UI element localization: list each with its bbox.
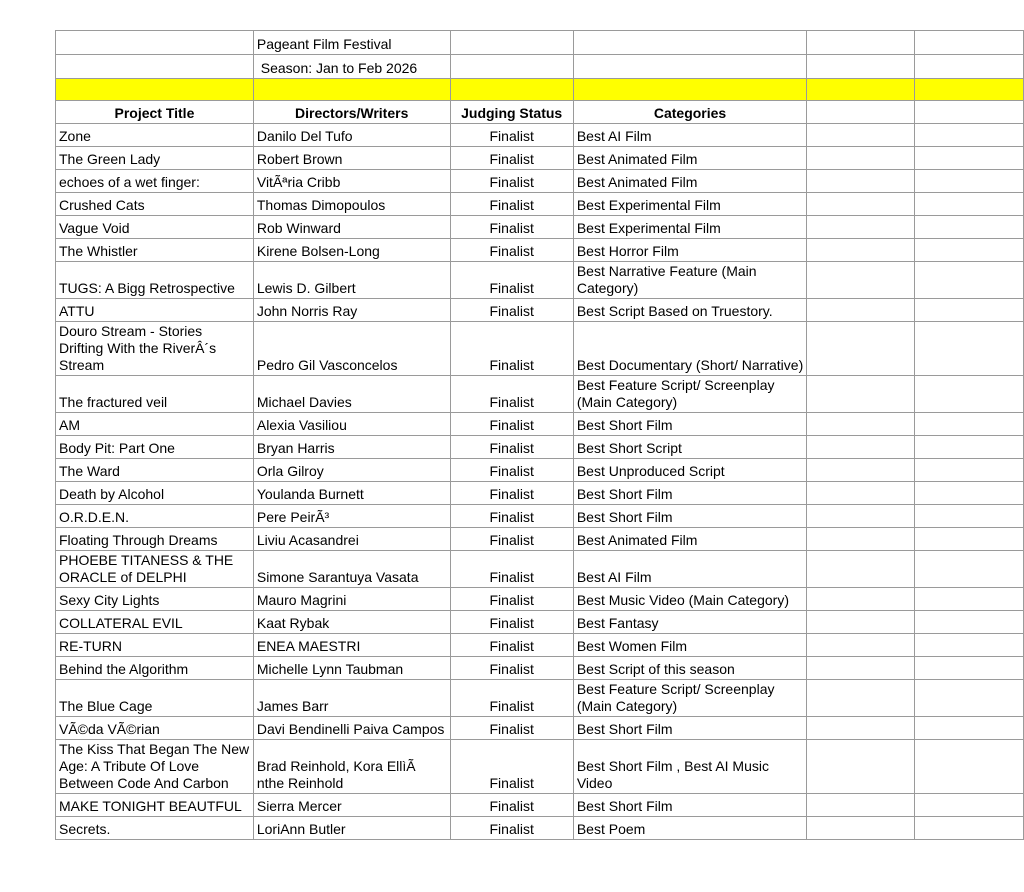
project-title-cell[interactable]: Behind the Algorithm: [56, 657, 254, 680]
directors-cell[interactable]: Mauro Magrini: [253, 588, 450, 611]
category-cell[interactable]: Best Short Script: [573, 436, 806, 459]
directors-cell[interactable]: John Norris Ray: [253, 299, 450, 322]
directors-cell[interactable]: Thomas Dimopoulos: [253, 193, 450, 216]
category-cell[interactable]: Best AI Film: [573, 551, 806, 588]
judging-status-cell[interactable]: Finalist: [450, 634, 573, 657]
table-row: [56, 611, 1024, 634]
cell[interactable]: [807, 634, 915, 657]
category-cell[interactable]: Best Feature Script/ Screenplay (Main Category): [573, 680, 806, 717]
judging-status-cell[interactable]: Finalist: [450, 551, 573, 588]
category-cell[interactable]: Best Experimental Film: [573, 216, 806, 239]
judging-status-cell[interactable]: Finalist: [450, 611, 573, 634]
directors-cell[interactable]: Michelle Lynn Taubman: [253, 657, 450, 680]
table-row: [56, 262, 1024, 299]
project-title-cell[interactable]: Body Pit: Part One: [56, 436, 254, 459]
highlight-row: [56, 79, 1024, 101]
project-title-cell[interactable]: MAKE TONIGHT BEAUTFUL: [56, 794, 254, 817]
header-row: [56, 101, 1024, 124]
cell[interactable]: [807, 299, 915, 322]
cell[interactable]: [915, 436, 1024, 459]
judging-status-cell[interactable]: Finalist: [450, 170, 573, 193]
cell[interactable]: [807, 262, 915, 299]
directors-cell[interactable]: Orla Gilroy: [253, 459, 450, 482]
category-cell[interactable]: Best Music Video (Main Category): [573, 588, 806, 611]
cell[interactable]: [573, 31, 806, 55]
table-row: [56, 482, 1024, 505]
header-categories[interactable]: Categories: [573, 101, 806, 124]
project-title-cell[interactable]: The fractured veil: [56, 376, 254, 413]
cell[interactable]: [915, 101, 1024, 124]
project-title-cell[interactable]: Sexy City Lights: [56, 588, 254, 611]
directors-cell[interactable]: Lewis D. Gilbert: [253, 262, 450, 299]
judging-status-cell[interactable]: Finalist: [450, 322, 573, 376]
category-cell[interactable]: Best Poem: [573, 817, 806, 840]
festival-name-row: [56, 31, 1024, 55]
project-title-cell[interactable]: COLLATERAL EVIL: [56, 611, 254, 634]
directors-cell[interactable]: Robert Brown: [253, 147, 450, 170]
project-title-cell[interactable]: Zone: [56, 124, 254, 147]
table-row: [56, 322, 1024, 376]
category-cell[interactable]: Best Horror Film: [573, 239, 806, 262]
table-row: [56, 147, 1024, 170]
directors-cell[interactable]: Simone Sarantuya Vasata: [253, 551, 450, 588]
table-row: [56, 216, 1024, 239]
cell[interactable]: [807, 740, 915, 794]
table-row: [56, 124, 1024, 147]
cell[interactable]: [915, 31, 1024, 55]
table-row: [56, 459, 1024, 482]
judging-status-cell[interactable]: Finalist: [450, 239, 573, 262]
directors-cell[interactable]: Sierra Mercer: [253, 794, 450, 817]
cell[interactable]: [915, 124, 1024, 147]
cell[interactable]: [807, 436, 915, 459]
category-cell[interactable]: Best Short Film: [573, 717, 806, 740]
cell[interactable]: [807, 588, 915, 611]
header-judging-status[interactable]: Judging Status: [450, 101, 573, 124]
category-cell[interactable]: Best Short Film , Best AI Music Video: [573, 740, 806, 794]
cell[interactable]: [915, 376, 1024, 413]
project-title-cell[interactable]: ATTU: [56, 299, 254, 322]
judging-status-cell[interactable]: Finalist: [450, 717, 573, 740]
cell[interactable]: [807, 794, 915, 817]
cell[interactable]: [915, 299, 1024, 322]
table-row: [56, 193, 1024, 216]
table-row: [56, 551, 1024, 588]
cell[interactable]: [915, 262, 1024, 299]
directors-cell[interactable]: Alexia Vasiliou: [253, 413, 450, 436]
cell[interactable]: [56, 79, 254, 101]
table-row: [56, 680, 1024, 717]
judging-status-cell[interactable]: Finalist: [450, 459, 573, 482]
cell[interactable]: [915, 459, 1024, 482]
cell[interactable]: [915, 817, 1024, 840]
table-row: [56, 299, 1024, 322]
project-title-cell[interactable]: Vague Void: [56, 216, 254, 239]
directors-cell[interactable]: Youlanda Burnett: [253, 482, 450, 505]
cell[interactable]: [450, 55, 573, 79]
project-title-cell[interactable]: Secrets.: [56, 817, 254, 840]
cell[interactable]: [450, 79, 573, 101]
table-row: [56, 740, 1024, 794]
cell[interactable]: [915, 193, 1024, 216]
table-row: [56, 717, 1024, 740]
season-row: [56, 55, 1024, 79]
cell[interactable]: [915, 413, 1024, 436]
project-title-cell[interactable]: PHOEBE TITANESS & THE ORACLE of DELPHI: [56, 551, 254, 588]
festival-season[interactable]: Season: Jan to Feb 2026: [253, 55, 450, 79]
cell[interactable]: [56, 31, 254, 55]
directors-cell[interactable]: Danilo Del Tufo: [253, 124, 450, 147]
category-cell[interactable]: Best Script of this season: [573, 657, 806, 680]
cell[interactable]: [807, 505, 915, 528]
directors-cell[interactable]: LoriAnn Butler: [253, 817, 450, 840]
table-row: [56, 413, 1024, 436]
directors-cell[interactable]: Davi Bendinelli Paiva Campos: [253, 717, 450, 740]
cell[interactable]: [807, 193, 915, 216]
project-title-cell[interactable]: The Blue Cage: [56, 680, 254, 717]
judging-status-cell[interactable]: Finalist: [450, 794, 573, 817]
judging-status-cell[interactable]: Finalist: [450, 376, 573, 413]
cell[interactable]: [807, 376, 915, 413]
judging-status-cell[interactable]: Finalist: [450, 436, 573, 459]
cell[interactable]: [807, 147, 915, 170]
cell[interactable]: [915, 528, 1024, 551]
judging-status-cell[interactable]: Finalist: [450, 482, 573, 505]
cell[interactable]: [807, 680, 915, 717]
table-row: [56, 170, 1024, 193]
judging-status-cell[interactable]: Finalist: [450, 262, 573, 299]
directors-cell[interactable]: Pere PeirÃ³: [253, 505, 450, 528]
directors-cell[interactable]: Kirene Bolsen-Long: [253, 239, 450, 262]
cell[interactable]: [915, 611, 1024, 634]
table-row: [56, 634, 1024, 657]
category-cell[interactable]: Best Narrative Feature (Main Category): [573, 262, 806, 299]
project-title-cell[interactable]: Douro Stream - Stories Drifting With the RiverÂ´s Stream: [56, 322, 254, 376]
cell[interactable]: [807, 31, 915, 55]
table-row: [56, 376, 1024, 413]
table-row: [56, 436, 1024, 459]
category-cell[interactable]: Best AI Film: [573, 124, 806, 147]
judging-status-cell[interactable]: Finalist: [450, 193, 573, 216]
category-cell[interactable]: Best Feature Script/ Screenplay (Main Category): [573, 376, 806, 413]
directors-cell[interactable]: Brad Reinhold, Kora EllìÃ nthe Reinhold: [253, 740, 450, 794]
cell[interactable]: [915, 740, 1024, 794]
project-title-cell[interactable]: The Kiss That Began The New Age: A Tribute Of Love Between Code And Carbon: [56, 740, 254, 794]
project-title-cell[interactable]: Floating Through Dreams: [56, 528, 254, 551]
project-title-cell[interactable]: Crushed Cats: [56, 193, 254, 216]
judging-status-cell[interactable]: Finalist: [450, 413, 573, 436]
cell[interactable]: [915, 216, 1024, 239]
cell[interactable]: [807, 170, 915, 193]
cell[interactable]: [915, 55, 1024, 79]
directors-cell[interactable]: VitÃªria Cribb: [253, 170, 450, 193]
project-title-cell[interactable]: echoes of a wet finger:: [56, 170, 254, 193]
cell[interactable]: [915, 794, 1024, 817]
cell[interactable]: [807, 79, 915, 101]
project-title-cell[interactable]: O.R.D.E.N.: [56, 505, 254, 528]
cell[interactable]: [915, 482, 1024, 505]
project-title-cell[interactable]: VÃ©da VÃ©rian: [56, 717, 254, 740]
cell[interactable]: [915, 551, 1024, 588]
header-directors-writers[interactable]: Directors/Writers: [253, 101, 450, 124]
table-row: [56, 588, 1024, 611]
category-cell[interactable]: Best Animated Film: [573, 170, 806, 193]
cell[interactable]: [915, 588, 1024, 611]
cell[interactable]: [56, 55, 254, 79]
category-cell[interactable]: Best Experimental Film: [573, 193, 806, 216]
category-cell[interactable]: Best Animated Film: [573, 147, 806, 170]
project-title-cell[interactable]: RE-TURN: [56, 634, 254, 657]
cell[interactable]: [915, 170, 1024, 193]
directors-cell[interactable]: Pedro Gil Vasconcelos: [253, 322, 450, 376]
cell[interactable]: [915, 717, 1024, 740]
project-title-cell[interactable]: Death by Alcohol: [56, 482, 254, 505]
table-row: [56, 528, 1024, 551]
project-title-cell[interactable]: AM: [56, 413, 254, 436]
project-title-cell[interactable]: The Whistler: [56, 239, 254, 262]
cell[interactable]: [807, 551, 915, 588]
category-cell[interactable]: Best Short Film: [573, 794, 806, 817]
project-title-cell[interactable]: TUGS: A Bigg Retrospective: [56, 262, 254, 299]
cell[interactable]: [807, 239, 915, 262]
judging-status-cell[interactable]: Finalist: [450, 216, 573, 239]
cell[interactable]: [253, 79, 450, 101]
cell[interactable]: [807, 817, 915, 840]
judging-status-cell[interactable]: Finalist: [450, 528, 573, 551]
directors-cell[interactable]: Rob Winward: [253, 216, 450, 239]
table-row: [56, 817, 1024, 840]
category-cell[interactable]: Best Fantasy: [573, 611, 806, 634]
table-row: [56, 794, 1024, 817]
cell[interactable]: [915, 239, 1024, 262]
directors-cell[interactable]: Michael Davies: [253, 376, 450, 413]
cell[interactable]: [807, 322, 915, 376]
festival-name[interactable]: Pageant Film Festival: [253, 31, 450, 55]
category-cell[interactable]: Best Women Film: [573, 634, 806, 657]
cell[interactable]: [915, 322, 1024, 376]
judging-status-cell[interactable]: Finalist: [450, 505, 573, 528]
cell[interactable]: [915, 505, 1024, 528]
judging-status-cell[interactable]: Finalist: [450, 657, 573, 680]
category-cell[interactable]: Best Animated Film: [573, 528, 806, 551]
judging-status-cell[interactable]: Finalist: [450, 299, 573, 322]
cell[interactable]: [807, 101, 915, 124]
category-cell[interactable]: Best Short Film: [573, 505, 806, 528]
cell[interactable]: [915, 657, 1024, 680]
cell[interactable]: [915, 79, 1024, 101]
cell[interactable]: [915, 634, 1024, 657]
project-title-cell[interactable]: The Green Lady: [56, 147, 254, 170]
cell[interactable]: [915, 147, 1024, 170]
category-cell[interactable]: Best Short Film: [573, 482, 806, 505]
judging-status-cell[interactable]: Finalist: [450, 817, 573, 840]
table-row: [56, 505, 1024, 528]
cell[interactable]: [573, 79, 806, 101]
cell[interactable]: [807, 528, 915, 551]
directors-cell[interactable]: Liviu Acasandrei: [253, 528, 450, 551]
cell[interactable]: [807, 124, 915, 147]
directors-cell[interactable]: Kaat Rybak: [253, 611, 450, 634]
finalists-sheet: [55, 30, 1024, 840]
table-row: [56, 239, 1024, 262]
directors-cell[interactable]: ENEA MAESTRI: [253, 634, 450, 657]
cell[interactable]: [807, 717, 915, 740]
cell[interactable]: [807, 55, 915, 79]
judging-status-cell[interactable]: Finalist: [450, 147, 573, 170]
judging-status-cell[interactable]: Finalist: [450, 588, 573, 611]
category-cell[interactable]: Best Unproduced Script: [573, 459, 806, 482]
project-title-cell[interactable]: The Ward: [56, 459, 254, 482]
cell[interactable]: [450, 31, 573, 55]
table-row: [56, 657, 1024, 680]
cell[interactable]: [807, 611, 915, 634]
category-cell[interactable]: Best Script Based on Truestory.: [573, 299, 806, 322]
cell[interactable]: [807, 459, 915, 482]
judging-status-cell[interactable]: Finalist: [450, 124, 573, 147]
judging-status-cell[interactable]: Finalist: [450, 740, 573, 794]
cell[interactable]: [807, 216, 915, 239]
header-project-title[interactable]: Project Title: [56, 101, 254, 124]
directors-cell[interactable]: Bryan Harris: [253, 436, 450, 459]
category-cell[interactable]: Best Short Film: [573, 413, 806, 436]
cell[interactable]: [915, 680, 1024, 717]
cell[interactable]: [573, 55, 806, 79]
cell[interactable]: [807, 413, 915, 436]
cell[interactable]: [807, 482, 915, 505]
cell[interactable]: [807, 657, 915, 680]
directors-cell[interactable]: James Barr: [253, 680, 450, 717]
category-cell[interactable]: Best Documentary (Short/ Narrative): [573, 322, 806, 376]
judging-status-cell[interactable]: Finalist: [450, 680, 573, 717]
